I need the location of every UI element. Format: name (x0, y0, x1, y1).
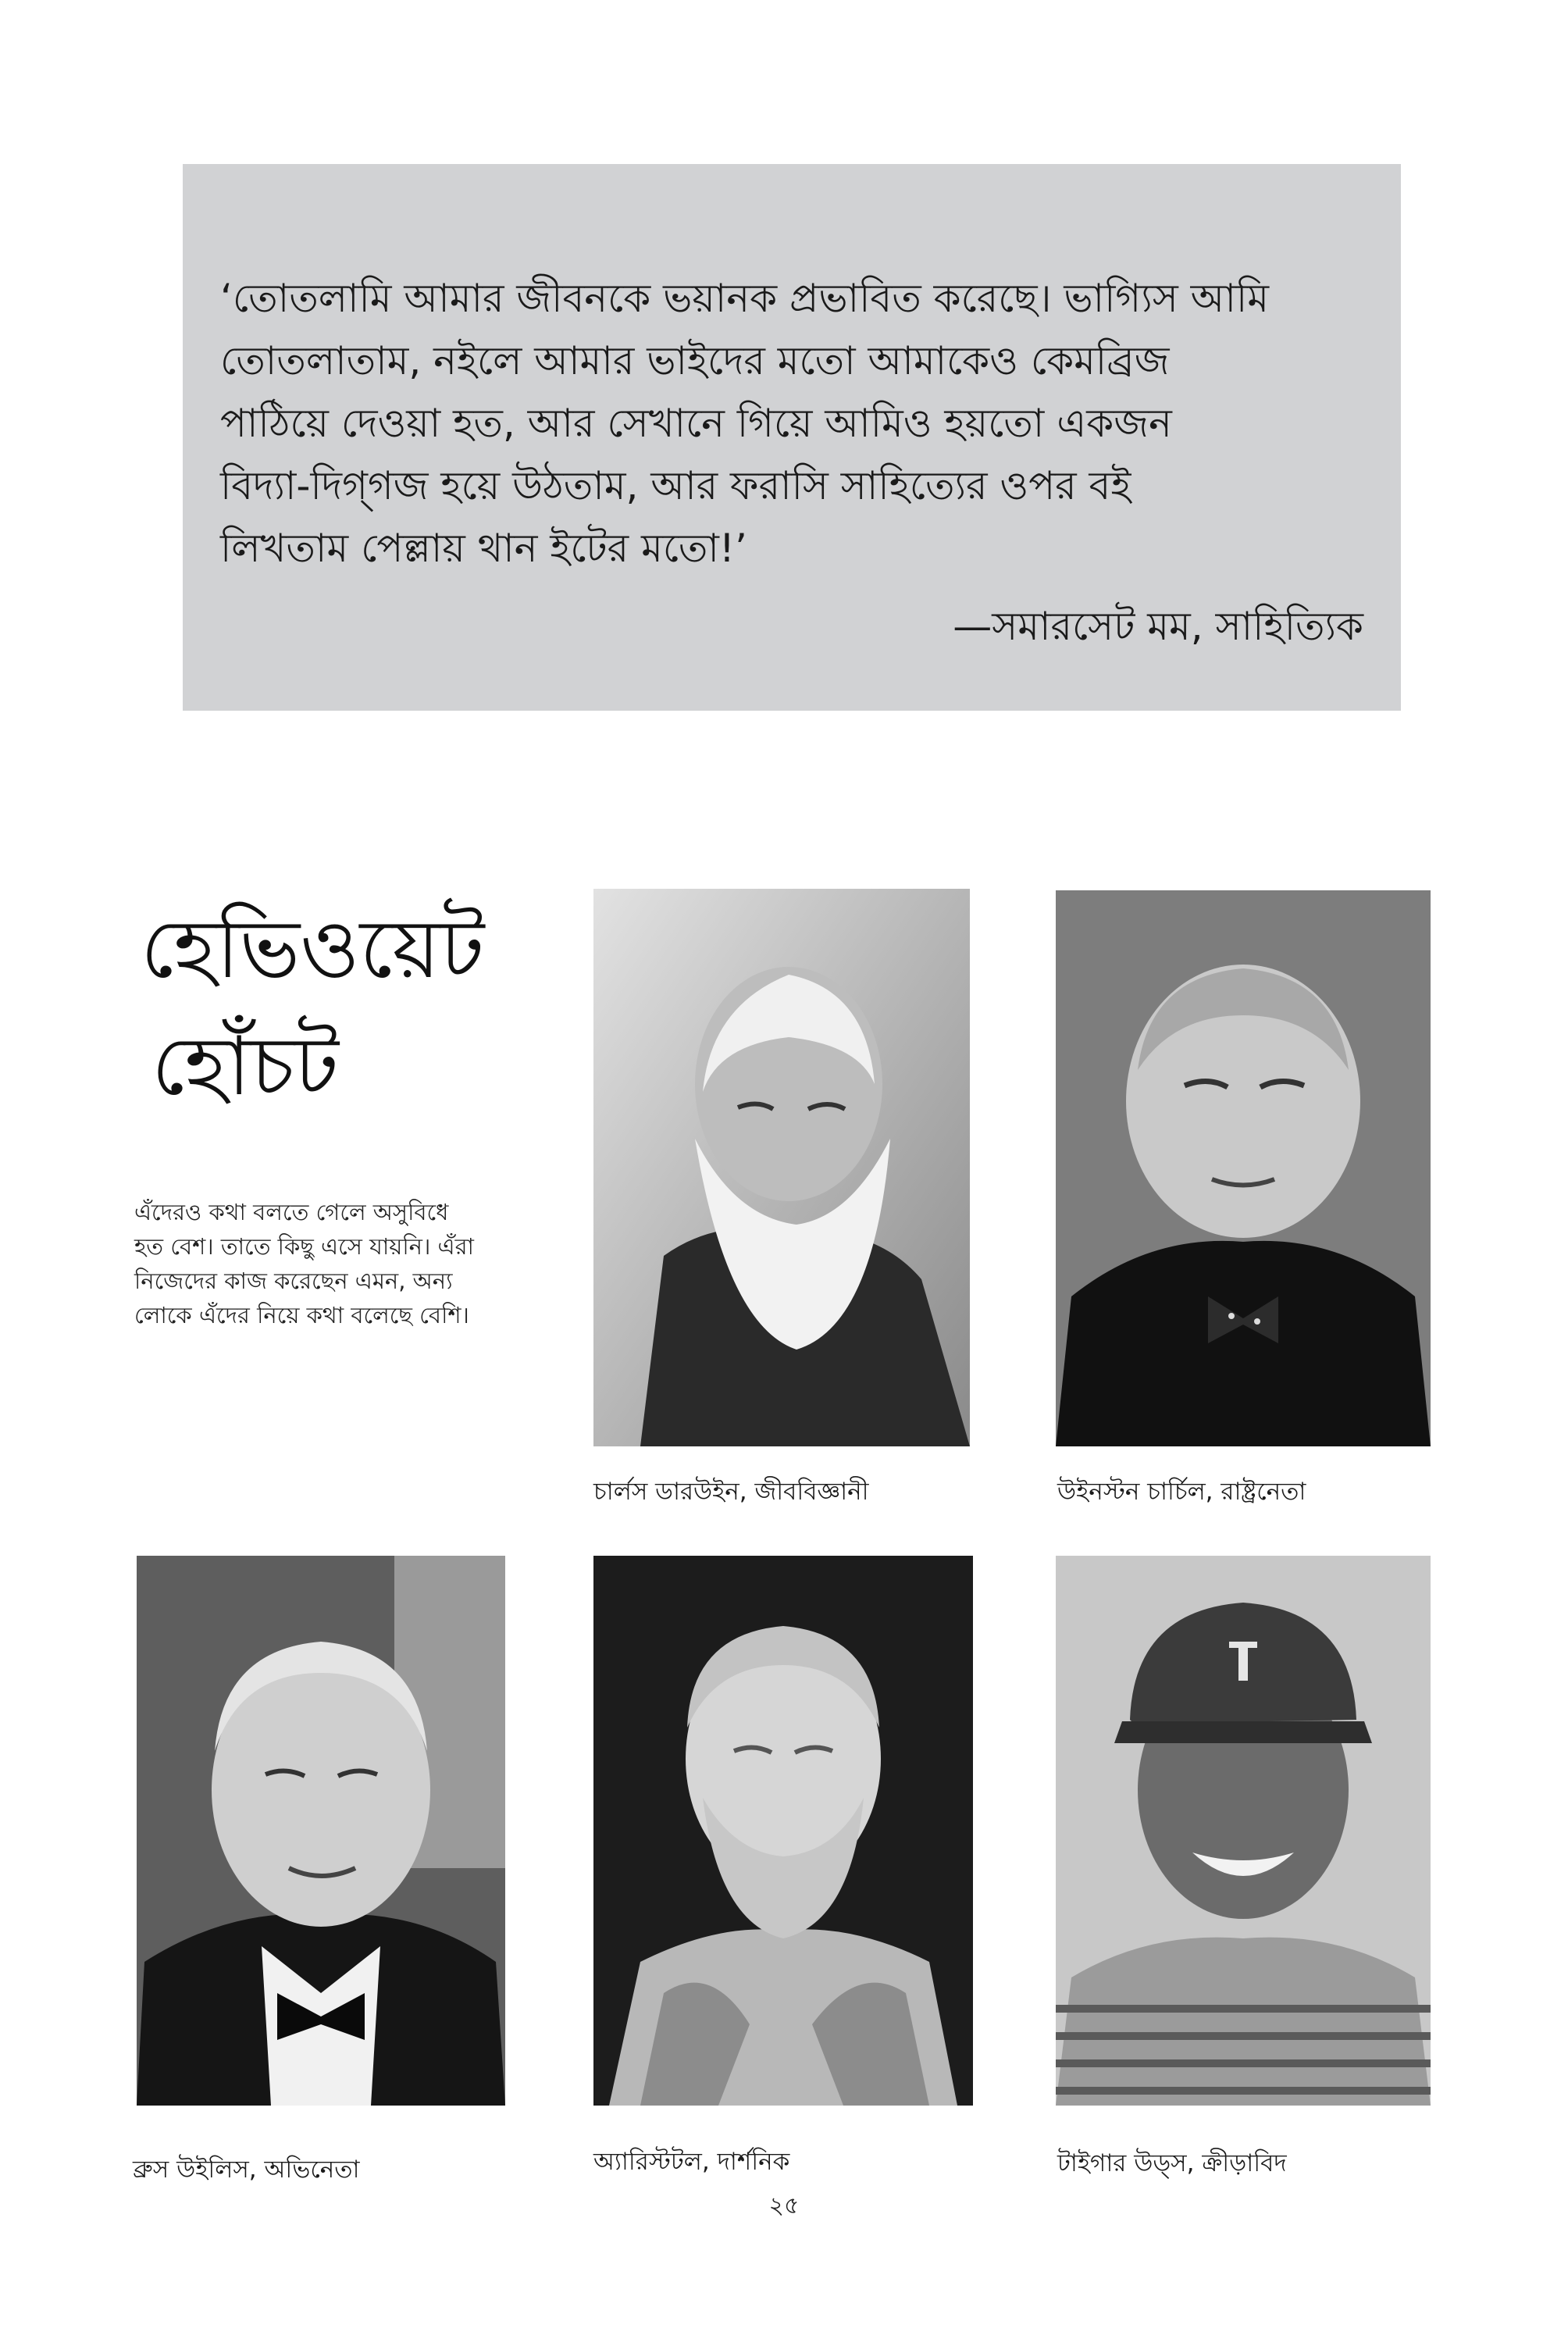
intro-line: নিজেদের কাজ করেছেন এমন, অন্য (134, 1268, 453, 1294)
quote-text (220, 267, 1376, 579)
intro-line: হত বেশ। তাতে কিছু এসে যায়নি। এঁরা (134, 1233, 474, 1260)
quote-line: বিদ্যা-দিগ্‌গজ হয়ে উঠতাম, আর ফরাসি সাহিত্যের ওপর বই (220, 463, 1131, 508)
quote-box (183, 164, 1401, 711)
photo-bruce-willis (137, 1556, 505, 2106)
intro-paragraph (134, 1195, 540, 1332)
intro-line: এঁদেরও কথা বলতে গেলে অসুবিধে (134, 1199, 449, 1225)
photo-caption-tiger-woods: টাইগার উড্‌স, ক্রীড়াবিদ (1057, 2149, 1287, 2177)
page-number: ২৫ (768, 2192, 800, 2220)
intro-line: লোকে এঁদের নিয়ে কথা বলেছে বেশি। (134, 1302, 469, 1328)
quote-line: পাঠিয়ে দেওয়া হত, আর সেখানে গিয়ে আমিও হয়তো একজন (220, 401, 1172, 446)
quote-author: —সমারসেট মম, সাহিত্যিক (953, 604, 1363, 649)
quote-line: তোতলাতাম, নইলে আমার ভাইদের মতো আমাকেও কেমব্রিজ (220, 338, 1170, 383)
quote-line: ‘তোতলামি আমার জীবনকে ভয়ানক প্রভাবিত করেছে। ভাগ্যিস আমি (220, 276, 1270, 321)
photo-caption-aristotle: অ্যারিস্টটল, দার্শনিক (593, 2148, 790, 2176)
section-heading (141, 890, 484, 1125)
photo-caption-churchill: উইনস্টন চার্চিল, রাষ্ট্রনেতা (1057, 1478, 1306, 1506)
photo-darwin (593, 889, 970, 1446)
photo-caption-bruce-willis: ব্রুস উইলিস, অভিনেতা (133, 2156, 360, 2184)
heading-line-1: হেভিওয়েট (141, 901, 485, 997)
heading-line-2: হোঁচট (151, 1018, 339, 1114)
photo-tiger-woods (1056, 1556, 1431, 2106)
photo-churchill (1056, 890, 1431, 1446)
photo-caption-darwin: চার্লস ডারউইন, জীববিজ্ঞানী (593, 1478, 869, 1506)
quote-line: লিখতাম পেল্লায় থান ইটের মতো!’ (220, 526, 747, 571)
photo-aristotle (593, 1556, 973, 2106)
